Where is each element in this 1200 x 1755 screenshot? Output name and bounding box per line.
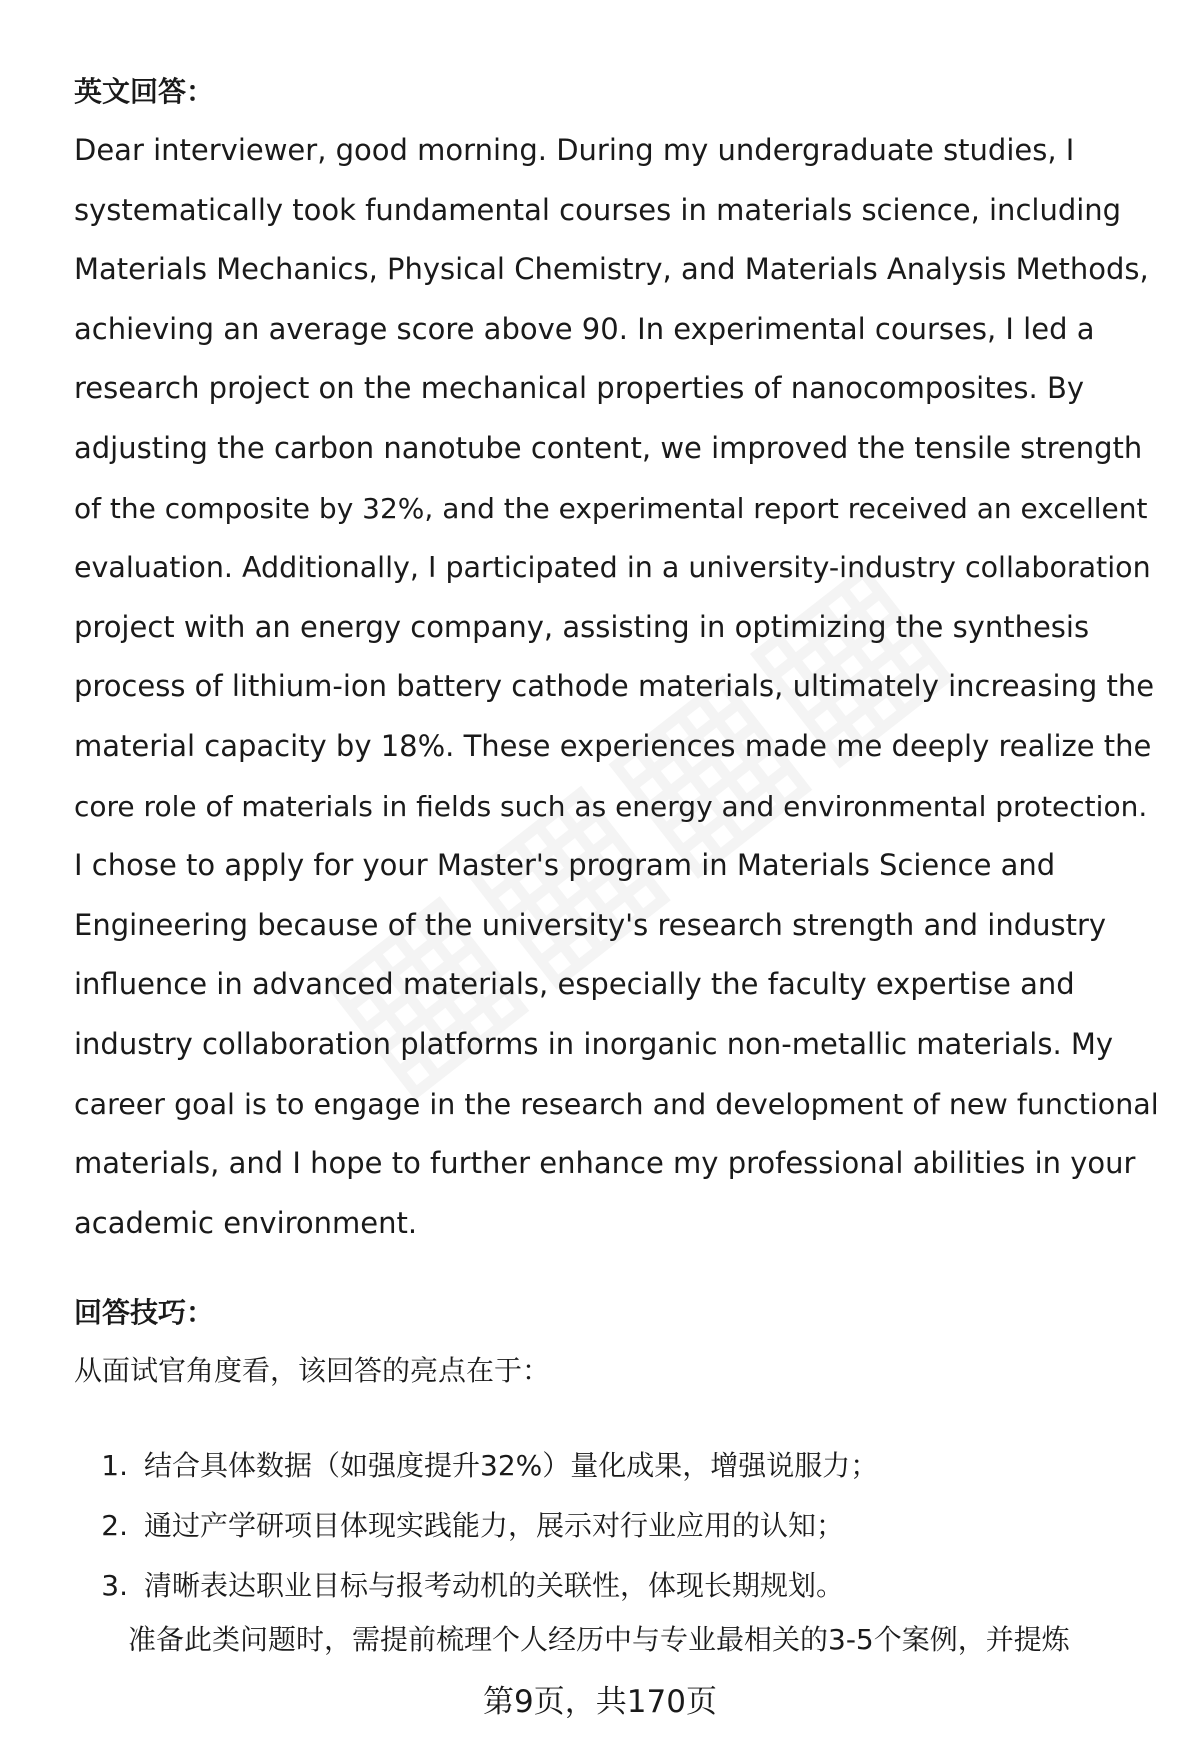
- list-item-number: 2.: [101, 1509, 128, 1542]
- tips-list: [74, 1436, 1164, 1616]
- answer-line: materials, and I hope to further enhance my professional abilities in your: [74, 1146, 1136, 1181]
- english-answer-heading: 英文回答：: [74, 75, 215, 108]
- list-item-number: 3.: [101, 1569, 128, 1602]
- answer-line: I chose to apply for your Master's program in Materials Science and: [74, 848, 1056, 883]
- answer-line: process of lithium-ion battery cathode materials, ultimately increasing the: [74, 669, 1155, 704]
- answer-line: academic environment.: [74, 1205, 418, 1240]
- answer-line: project with an energy company, assisting in optimizing the synthesis: [74, 609, 1090, 644]
- list-item-text: 结合具体数据（如强度提升32%）量化成果，增强说服力；: [144, 1449, 879, 1482]
- answer-line: influence in advanced materials, especially the faculty expertise and: [74, 967, 1075, 1002]
- answer-line: of the composite by 32%, and the experimental report received an excellent: [74, 491, 1148, 525]
- answer-line: systematically took fundamental courses in materials science, including: [74, 192, 1122, 227]
- answer-line: research project on the mechanical properties of nanocomposites. By: [74, 371, 1085, 406]
- answer-line: material capacity by 18%. These experiences made me deeply realize the: [74, 728, 1152, 763]
- english-answer-body: [74, 121, 1164, 1253]
- answer-line: career goal is to engage in the research and development of new functional: [74, 1087, 1159, 1121]
- answer-line: Dear interviewer, good morning. During my undergraduate studies, I: [74, 133, 1075, 167]
- answer-line: industry collaboration platforms in inorganic non-metallic materials. My: [74, 1026, 1114, 1061]
- answer-line: Materials Mechanics, Physical Chemistry, and Materials Analysis Methods,: [74, 252, 1149, 287]
- list-item: [74, 1556, 1164, 1616]
- answer-tips-heading: 回答技巧：: [74, 1296, 215, 1329]
- answer-line: achieving an average score above 90. In experimental courses, I led a: [74, 311, 1095, 346]
- list-item-number: 1.: [101, 1449, 128, 1482]
- list-item-text: 清晰表达职业目标与报考动机的关联性，体现长期规划。: [144, 1569, 845, 1602]
- answer-line: Engineering because of the university's research strength and industry: [74, 907, 1107, 942]
- list-item-text: 通过产学研项目体现实践能力，展示对行业应用的认知；: [144, 1509, 845, 1542]
- answer-line: core role of materials in fields such as energy and environmental protection.: [74, 789, 1148, 823]
- answer-line: adjusting the carbon nanotube content, we improved the tensile strength: [74, 430, 1143, 465]
- answer-line: evaluation. Additionally, I participated in a university-industry collaboration: [74, 551, 1151, 585]
- list-item: [74, 1496, 1164, 1556]
- list-item: [74, 1436, 1164, 1496]
- page-number: 第9页，共170页: [483, 1684, 717, 1720]
- answer-tips-intro: 从面试官角度看，该回答的亮点在于：: [74, 1354, 551, 1387]
- preparation-note: 准备此类问题时，需提前梳理个人经历中与专业最相关的3-5个案例，并提炼: [128, 1623, 1070, 1656]
